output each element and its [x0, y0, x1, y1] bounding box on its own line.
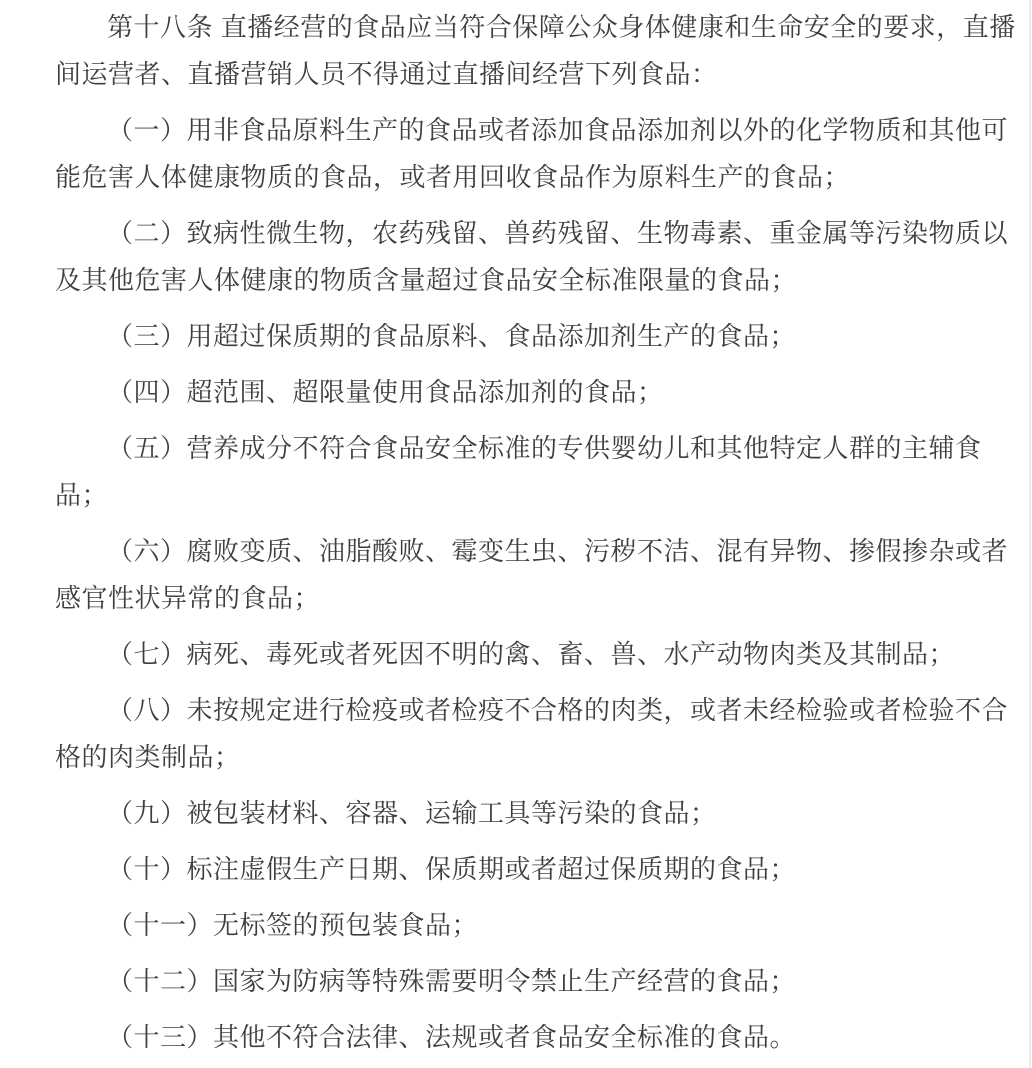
text-line: 感官性状异常的食品；: [55, 583, 321, 613]
paragraph-item-9: [55, 790, 1008, 837]
text-line: 第十八条 直播经营的食品应当符合保障公众身体健康和生命安全的要求，直播: [107, 12, 1016, 42]
paragraph-item-12: [55, 958, 1008, 1005]
text-line: 品；: [55, 480, 109, 510]
paragraph-item-1: [55, 107, 1008, 201]
paragraph-article-18-intro: [55, 4, 1016, 98]
paragraph-item-5: [55, 425, 1008, 519]
text-line: （十三）其他不符合法律、法规或者食品安全标准的食品。: [107, 1022, 797, 1052]
text-line: （二）致病性微生物，农药残留、兽药残留、生物毒素、重金属等污染物质以: [107, 218, 1009, 248]
text-line: （十）标注虚假生产日期、保质期或者超过保质期的食品；: [107, 854, 797, 884]
text-line: （七）病死、毒死或者死因不明的禽、畜、兽、水产动物肉类及其制品；: [107, 639, 956, 669]
paragraph-item-3: [55, 313, 1008, 360]
paragraph-item-8: [55, 687, 1008, 781]
text-line: （三）用超过保质期的食品原料、食品添加剂生产的食品；: [107, 321, 797, 351]
paragraph-item-2: [55, 210, 1008, 304]
paragraph-item-13: [55, 1014, 1008, 1061]
text-line: 及其他危害人体健康的物质含量超过食品安全标准限量的食品；: [55, 265, 798, 295]
text-line: （十二）国家为防病等特殊需要明令禁止生产经营的食品；: [107, 966, 797, 996]
paragraph-item-4: [55, 369, 1008, 416]
text-line: （八）未按规定进行检疫或者检疫不合格的肉类，或者未经检验或者检验不合: [107, 695, 1009, 725]
text-line: （十一）无标签的预包装食品；: [107, 910, 479, 940]
text-line: （五）营养成分不符合食品安全标准的专供婴幼儿和其他特定人群的主辅食: [107, 433, 982, 463]
text-line: （九）被包装材料、容器、运输工具等污染的食品；: [107, 798, 717, 828]
text-line: （六）腐败变质、油脂酸败、霉变生虫、污秽不洁、混有异物、掺假掺杂或者: [107, 536, 1009, 566]
paragraph-item-7: [55, 631, 1008, 678]
paragraph-item-6: [55, 528, 1008, 622]
text-line: （一）用非食品原料生产的食品或者添加食品添加剂以外的化学物质和其他可: [107, 115, 1009, 145]
text-line: （四）超范围、超限量使用食品添加剂的食品；: [107, 377, 664, 407]
page-edge-line: [1029, 0, 1031, 1068]
paragraph-item-11: [55, 902, 1008, 949]
text-line: 能危害人体健康物质的食品，或者用回收食品作为原料生产的食品；: [55, 162, 851, 192]
text-line: 间运营者、直播营销人员不得通过直播间经营下列食品：: [55, 59, 718, 89]
text-line: 格的肉类制品；: [55, 742, 241, 772]
paragraph-item-10: [55, 846, 1008, 893]
